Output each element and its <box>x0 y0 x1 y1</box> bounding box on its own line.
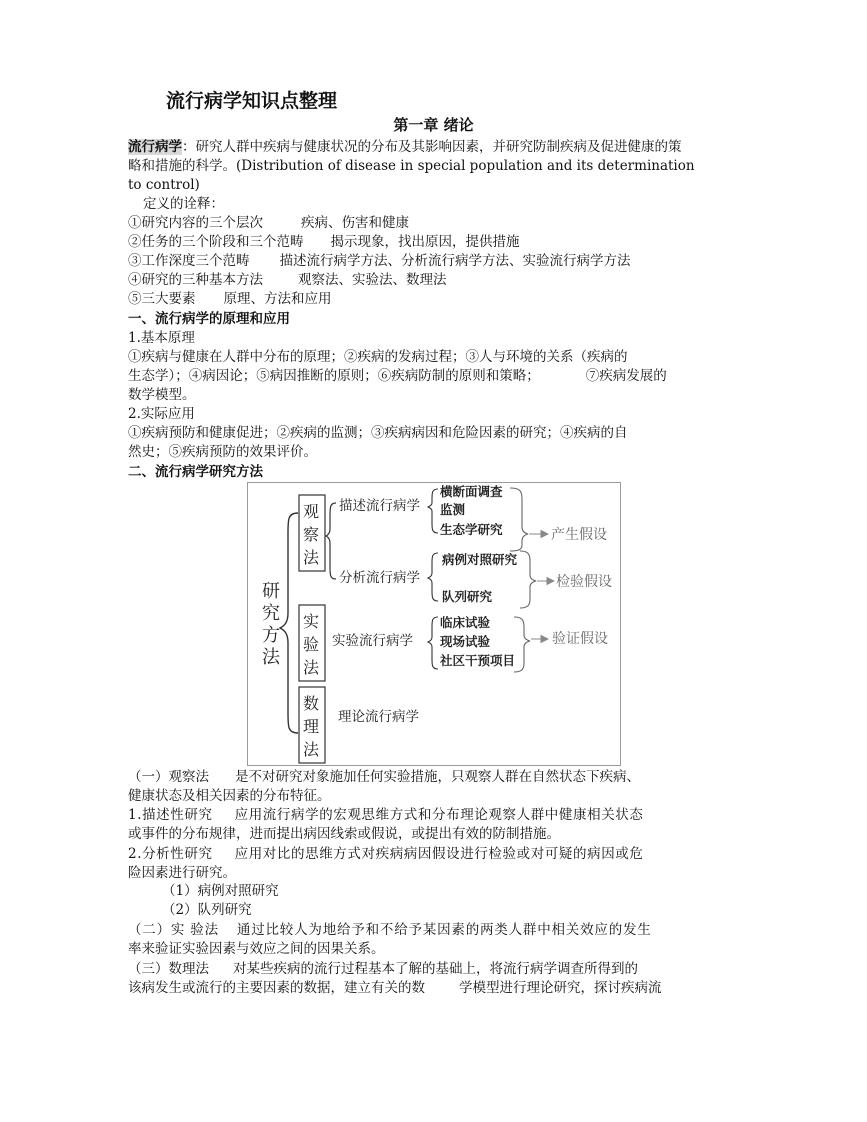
interp-value: 描述流行病学方法、分析流行病学方法、实验流行病学方法 <box>279 253 631 269</box>
interp-label: ①研究内容的三个层次 <box>128 215 263 231</box>
section-1-sub-2: 2.实际应用 <box>128 406 195 422</box>
desc-item-1: 横断面调查 <box>440 484 503 499</box>
math-char-3: 法 <box>303 740 320 759</box>
principles-line-1: ①疾病与健康在人群中分布的原理；②疾病的发病过程；③人与环境的关系（疾病的 <box>128 349 628 365</box>
interp-item-4 <box>128 271 447 290</box>
experiment-char-2: 验 <box>303 635 320 654</box>
interp-value: 揭示现象，找出原因，提供措施 <box>330 234 520 250</box>
root-label-char-3: 方 <box>262 625 280 646</box>
root-label-char-2: 究 <box>262 603 280 624</box>
cohort-item: （2）队列研究 <box>162 902 252 918</box>
descriptive-study-text: 应用流行病学的宏观思维方式和分布理论观察人群中健康相关状态 <box>234 807 644 823</box>
descriptive-study-label: 1.描述性研究 <box>128 807 213 823</box>
analytic-label: 分析流行病学 <box>339 570 420 586</box>
ana-item-1: 病例对照研究 <box>442 552 518 567</box>
interp-value: 观察法、实验法、数理法 <box>298 272 447 288</box>
observation-text: 是不对研究对象施加任何实验措施，只观察人群在自然状态下疾病、 <box>235 769 640 785</box>
math-char-1: 数 <box>303 694 320 713</box>
experimental-label: 实验流行病学 <box>332 633 413 649</box>
experimental-line-1 <box>128 921 652 940</box>
section-1-sub-1: 1.基本原理 <box>128 330 195 346</box>
research-methods-diagram <box>247 482 621 766</box>
analytic-study-line-1 <box>128 845 644 864</box>
interp-item-2 <box>128 233 520 252</box>
descriptive-out-brace <box>510 488 528 551</box>
math-line-2-right: 学模型进行理论研究，探讨疾病流 <box>459 980 662 996</box>
math-line-2 <box>128 979 662 998</box>
principles-line-2-left: 生态学）；④病因论；⑤病因推断的原则；⑥疾病防制的原则和策略； <box>128 368 540 384</box>
descriptive-brace <box>428 489 438 533</box>
observe-char-3: 法 <box>303 548 320 567</box>
interp-label: ④研究的三种基本方法 <box>128 272 263 288</box>
definition-line-1 <box>128 138 682 157</box>
experimental-method-text: 通过比较人为地给予和不给予某因素的两类人群中相关效应的发生 <box>236 922 652 938</box>
experimental-line-2: 率来验证实验因素与效应之间的因果关系。 <box>128 941 385 957</box>
desc-item-2: 监测 <box>440 502 466 517</box>
document-title: 流行病学知识点整理 <box>166 90 338 112</box>
observation-line-1 <box>128 768 640 787</box>
math-char-2: 理 <box>303 717 320 736</box>
root-label-char-4: 法 <box>262 647 280 668</box>
analytic-out-brace <box>520 551 536 608</box>
observe-char-1: 观 <box>303 502 320 521</box>
root-label-char-1: 研 <box>262 581 280 602</box>
descriptive-study-line-2: 或事件的分布规律，进而提出病因线索或假说，或提出有效的防制措施。 <box>128 826 560 842</box>
desc-item-3: 生态学研究 <box>440 522 503 537</box>
observation-label: （一）观察法 <box>128 769 209 785</box>
math-line-1 <box>128 960 638 979</box>
interp-label: ③工作深度三个范畴 <box>128 253 250 269</box>
definition-term: 流行病学 <box>128 139 182 155</box>
section-1-heading: 一、流行病学的原理和应用 <box>128 311 290 327</box>
applications-line-1: ①疾病预防和健康促进；②疾病的监测；③疾病病因和危险因素的研究；④疾病的自 <box>128 425 628 441</box>
case-control-item: （1）病例对照研究 <box>162 883 279 899</box>
out1-label: 产生假设 <box>551 527 607 543</box>
analytic-brace <box>428 553 438 601</box>
theoretical-label: 理论流行病学 <box>338 709 419 725</box>
principles-line-2 <box>128 367 667 386</box>
experimental-out-brace <box>514 617 530 672</box>
observe-brace <box>326 503 336 579</box>
math-method-text: 对某些疾病的流行过程基本了解的基础上，将流行病学调查所得到的 <box>233 961 638 977</box>
definition-text-1: ：研究人群中疾病与健康状况的分布及其影响因素，并研究防制疾病及促进健康的策 <box>182 139 682 155</box>
exp-item-1: 临床试验 <box>440 615 491 630</box>
out3-label: 验证假设 <box>552 631 608 647</box>
definition-line-2: 略和措施的科学。(Distribution of disease in special population and its determination <box>128 158 695 174</box>
experiment-char-1: 实 <box>303 612 320 631</box>
interp-label: ②任务的三个阶段和三个范畴 <box>128 234 304 250</box>
experiment-char-3: 法 <box>303 658 320 677</box>
analytic-study-text: 应用对比的思维方式对疾病病因假设进行检验或对可疑的病因或危 <box>234 846 644 862</box>
out2-label: 检验假设 <box>556 574 612 590</box>
descriptive-label: 描述流行病学 <box>339 498 420 514</box>
interp-label: ⑤三大要素 <box>128 291 196 307</box>
principles-line-3: 数学模型。 <box>128 387 196 403</box>
math-method-label: （三）数理法 <box>128 961 209 977</box>
experimental-brace <box>428 617 438 669</box>
applications-line-2: 然史；⑤疾病预防的效果评价。 <box>128 444 317 460</box>
observation-line-2: 健康状态及相关因素的分布特征。 <box>128 788 331 804</box>
interp-item-3 <box>128 252 631 271</box>
interpretation-heading: 定义的诠释： <box>143 196 224 212</box>
experimental-method-label: （二）实 验法 <box>128 922 219 938</box>
definition-line-3: to control) <box>128 177 200 193</box>
section-2-heading: 二、流行病学研究方法 <box>128 464 263 480</box>
exp-item-2: 现场试验 <box>440 634 491 649</box>
observe-char-2: 察 <box>303 525 320 544</box>
interp-item-5 <box>128 290 332 309</box>
root-brace <box>280 513 298 733</box>
math-line-2-left: 该病发生或流行的主要因素的数据，建立有关的数 <box>128 980 425 996</box>
principles-line-2-right: ⑦疾病发展的 <box>585 368 667 384</box>
diagram-svg <box>248 483 620 765</box>
analytic-study-label: 2.分析性研究 <box>128 846 213 862</box>
chapter-heading: 第一章 绪论 <box>393 116 474 134</box>
ana-item-2: 队列研究 <box>442 589 493 604</box>
exp-item-3: 社区干预项目 <box>440 653 516 668</box>
interp-value: 疾病、伤害和健康 <box>301 215 409 231</box>
interp-value: 原理、方法和应用 <box>223 291 332 307</box>
interp-item-1 <box>128 214 409 233</box>
descriptive-study-line-1 <box>128 806 644 825</box>
analytic-study-line-2: 险因素进行研究。 <box>128 865 236 881</box>
